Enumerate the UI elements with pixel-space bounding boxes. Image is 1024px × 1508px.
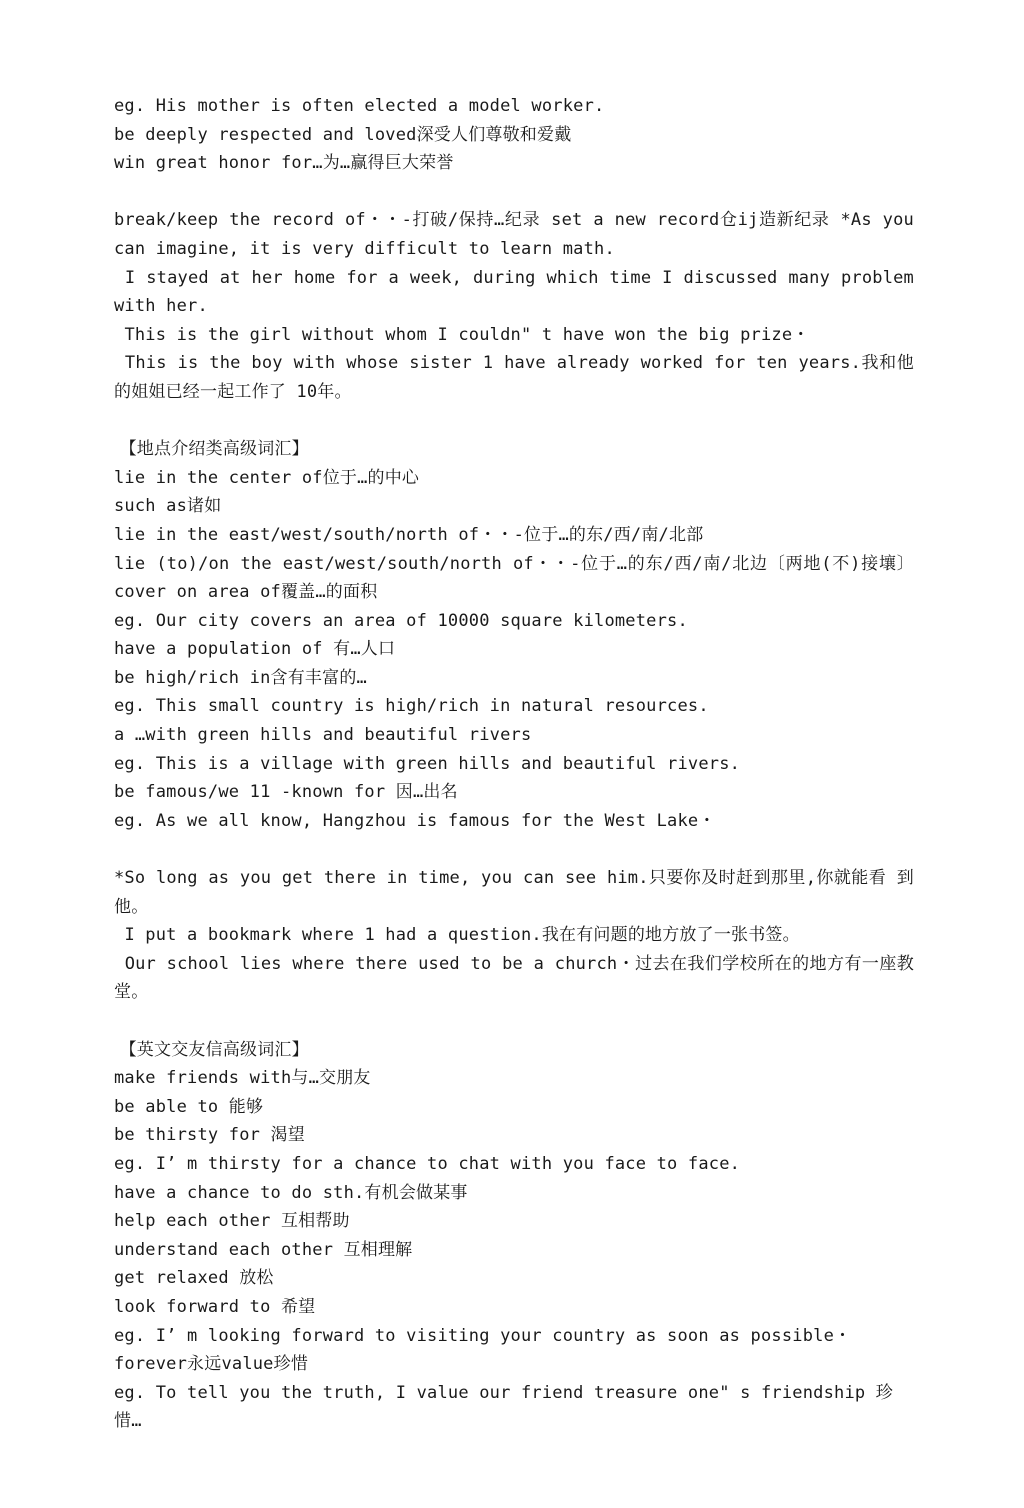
text-line: lie in the east/west/south/north of・・-位于…的东/西/南/北部 [114,524,704,545]
text-paragraph: Our school lies where there used to be a church・过去在我们学校所在的地方有一座教堂。 [114,953,914,1003]
section-heading-places: 【地点介绍类高级词汇】 [114,439,309,460]
text-line: eg. To tell you the truth, I value our friend treasure one" s friendship 珍惜… [114,1382,893,1432]
document-body [114,92,925,1436]
text-line: eg. I’ m looking forward to visiting your country as soon as possible・ [114,1325,852,1346]
text-paragraph: break/keep the record of・・-打破/保持…纪录 set a new record仓ij造新纪录 *As you can imagine, it is very difficult to learn math. [114,210,925,259]
text-line: forever永远value珍惜 [114,1354,309,1375]
text-line: get relaxed 放松 [114,1268,274,1289]
text-line: eg. This small country is high/rich in natural resources. [114,696,709,717]
text-line: be famous/we 11 -known for 因…出名 [114,782,458,803]
section-heading-letters: 【英文交友信高级词汇】 [114,1039,309,1060]
text-line: help each other 互相帮助 [114,1211,350,1232]
text-line: make friends with与…交朋友 [114,1068,371,1089]
text-line: look forward to 希望 [114,1296,316,1317]
blank-line [114,407,914,436]
text-line: eg. As we all know, Hangzhou is famous for the West Lake・ [114,810,716,831]
text-line: win great honor for…为…赢得巨大荣誉 [114,153,454,174]
text-paragraph: This is the girl without whom I couldn" t have won the big prize・ [114,324,810,345]
text-line: eg. His mother is often elected a model worker. [114,96,605,116]
text-line: be high/rich in含有丰富的… [114,667,367,688]
blank-line [114,835,914,864]
text-line: have a population of 有…人口 [114,639,396,660]
blank-line [114,1007,914,1036]
text-line: have a chance to do sth.有机会做某事 [114,1182,468,1203]
text-line: a …with green hills and beautiful rivers [114,725,532,746]
text-line: be deeply respected and loved深受人们尊敬和爱戴 [114,124,572,145]
text-line: eg. I’ m thirsty for a chance to chat with you face to face. [114,1153,741,1174]
text-paragraph: *So long as you get there in time, you can see him.只要你及时赶到那里,你就能看 到他。 [114,868,914,917]
text-line: eg. This is a village with green hills and beautiful rivers. [114,753,741,774]
text-paragraph: This is the boy with whose sister 1 have already worked for ten years.我和他的姐姐已经一起工作了 10年。 [114,353,915,402]
text-line: eg. Our city covers an area of 10000 square kilometers. [114,610,688,631]
text-line: be thirsty for 渴望 [114,1125,305,1146]
text-paragraph: I stayed at her home for a week, during which time I discussed many problem with her. [114,267,925,317]
text-line: lie in the center of位于…的中心 [114,467,420,488]
blank-line [114,178,914,207]
text-paragraph: I put a bookmark where 1 had a question.我在有问题的地方放了一张书签。 [114,925,800,946]
text-line: be able to 能够 [114,1096,264,1117]
text-line: such as诸如 [114,496,222,517]
text-paragraph: lie (to)/on the east/west/south/north of・・-位于…的东/西/南/北边〔两地(不)接壤〕 cover on area of覆盖…的面积 [114,553,925,603]
text-line: understand each other 互相理解 [114,1239,413,1260]
